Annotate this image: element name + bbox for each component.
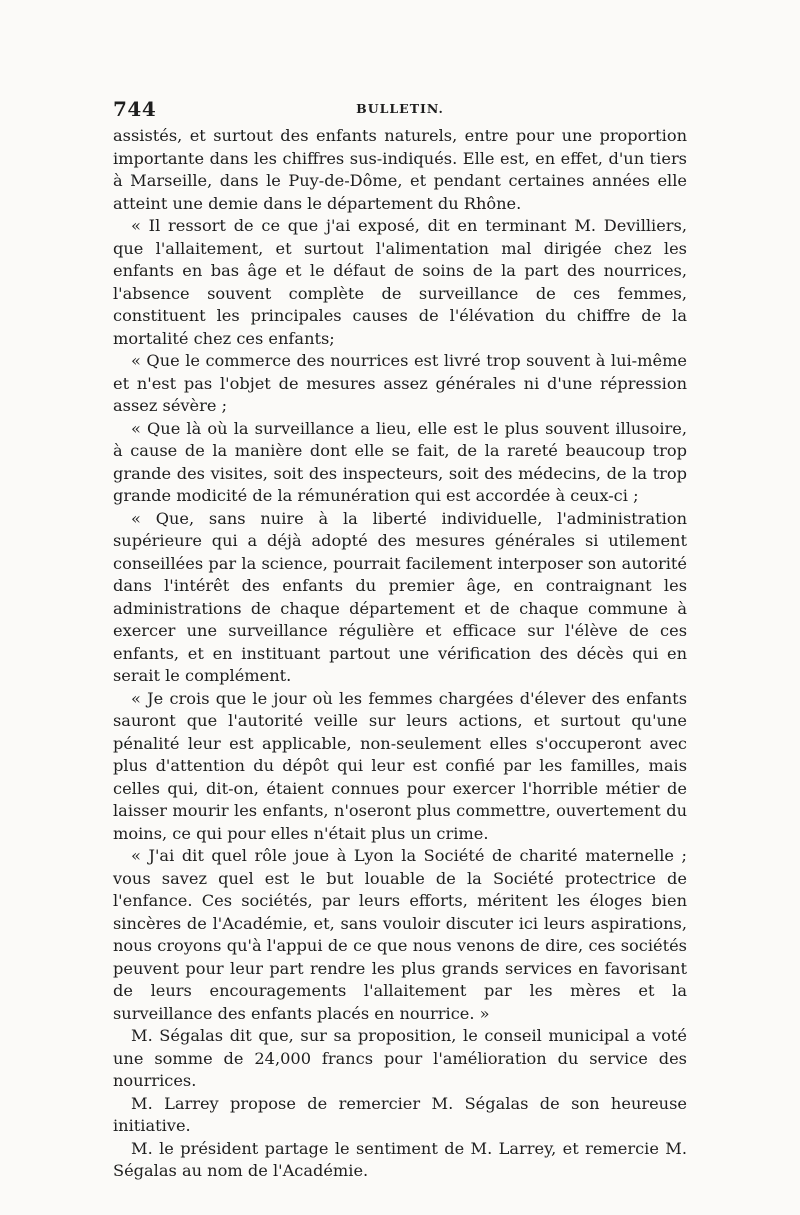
body-text <box>113 125 687 1183</box>
paragraph: M. Ségalas dit que, sur sa proposition, le conseil municipal a voté une somme de 24,000 francs pour l'amélioration du service des nourrices. <box>113 1026 687 1090</box>
paragraph: « Que là où la surveillance a lieu, elle est le plus souvent illusoire, à cause de la manière dont elle se fait, de la rareté beaucoup trop grande des visites, soit des inspecteurs, soit des médecins, de la trop grande modicité de la rémunération qui est accordée à ceux-ci ; <box>113 418 687 505</box>
page-number: 744 <box>113 97 157 121</box>
paragraph: M. le président partage le sentiment de M. Larrey, et remercie M. Ségalas au nom de l'Académie. <box>113 1138 687 1180</box>
paragraph: assistés, et surtout des enfants naturels, entre pour une proportion importante dans les chiffres sus-indiqués. Elle est, en effet, d'un tiers à Marseille, dans le Puy-de-Dôme, et pendant certaines années elle atteint une demie dans le département du Rhône. <box>113 126 687 213</box>
paragraph: M. Larrey propose de remercier M. Ségalas de son heureuse initiative. <box>113 1093 687 1135</box>
page-header <box>113 97 687 123</box>
paragraph: « Que, sans nuire à la liberté individuelle, l'administration supérieure qui a déjà adopté des mesures générales si utilement conseillées par la science, pourrait facilement interposer son autorité dans l'intérêt des enfants du premier âge, en contraignant les administrations de chaque département et de chaque commune à exercer une surveillance régulière et efficace sur l'élève de ces enfants, et en instituant partout une vérification des décès qui en serait le complément. <box>113 508 687 685</box>
paragraph: « Que le commerce des nourrices est livré trop souvent à lui-même et n'est pas l'objet de mesures assez générales ni d'une répression assez sévère ; <box>113 351 687 415</box>
paragraph: « Je crois que le jour où les femmes chargées d'élever des enfants sauront que l'autorité veille sur leurs actions, et surtout qu'une pénalité leur est applicable, non-seulement elles s'occuperont avec plus d'attention du dépôt qui leur est confié par les familles, mais celles qui, dit-on, étaient connues pour exercer l'horrible métier de laisser mourir les enfants, n'oseront plus commettre, ouvertement du moins, ce qui pour elles n'était plus un crime. <box>113 688 687 843</box>
paragraph: « Il ressort de ce que j'ai exposé, dit en terminant M. Devilliers, que l'allaitement, et surtout l'alimentation mal dirigée chez les enfants en bas âge et le défaut de soins de la part des nourrices, l'absence souvent complète de surveillance de ces femmes, constituent les principales causes de l'élévation du chiffre de la mortalité chez ces enfants; <box>113 216 687 348</box>
running-head: BULLETIN. <box>356 101 444 116</box>
paragraph: « J'ai dit quel rôle joue à Lyon la Société de charité maternelle ; vous savez quel est le but louable de la Société protectrice de l'enfance. Ces sociétés, par leurs efforts, méritent les éloges bien sincères de l'Académie, et, sans vouloir discuter ici leurs aspirations, nous croyons qu'à l'appui de ce que nous venons de dire, ces sociétés peuvent pour leur part rendre les plus grands services en favorisant de leurs encouragements l'allaitement par les mères et la surveillance des enfants placés en nourrice. » <box>113 846 687 1023</box>
